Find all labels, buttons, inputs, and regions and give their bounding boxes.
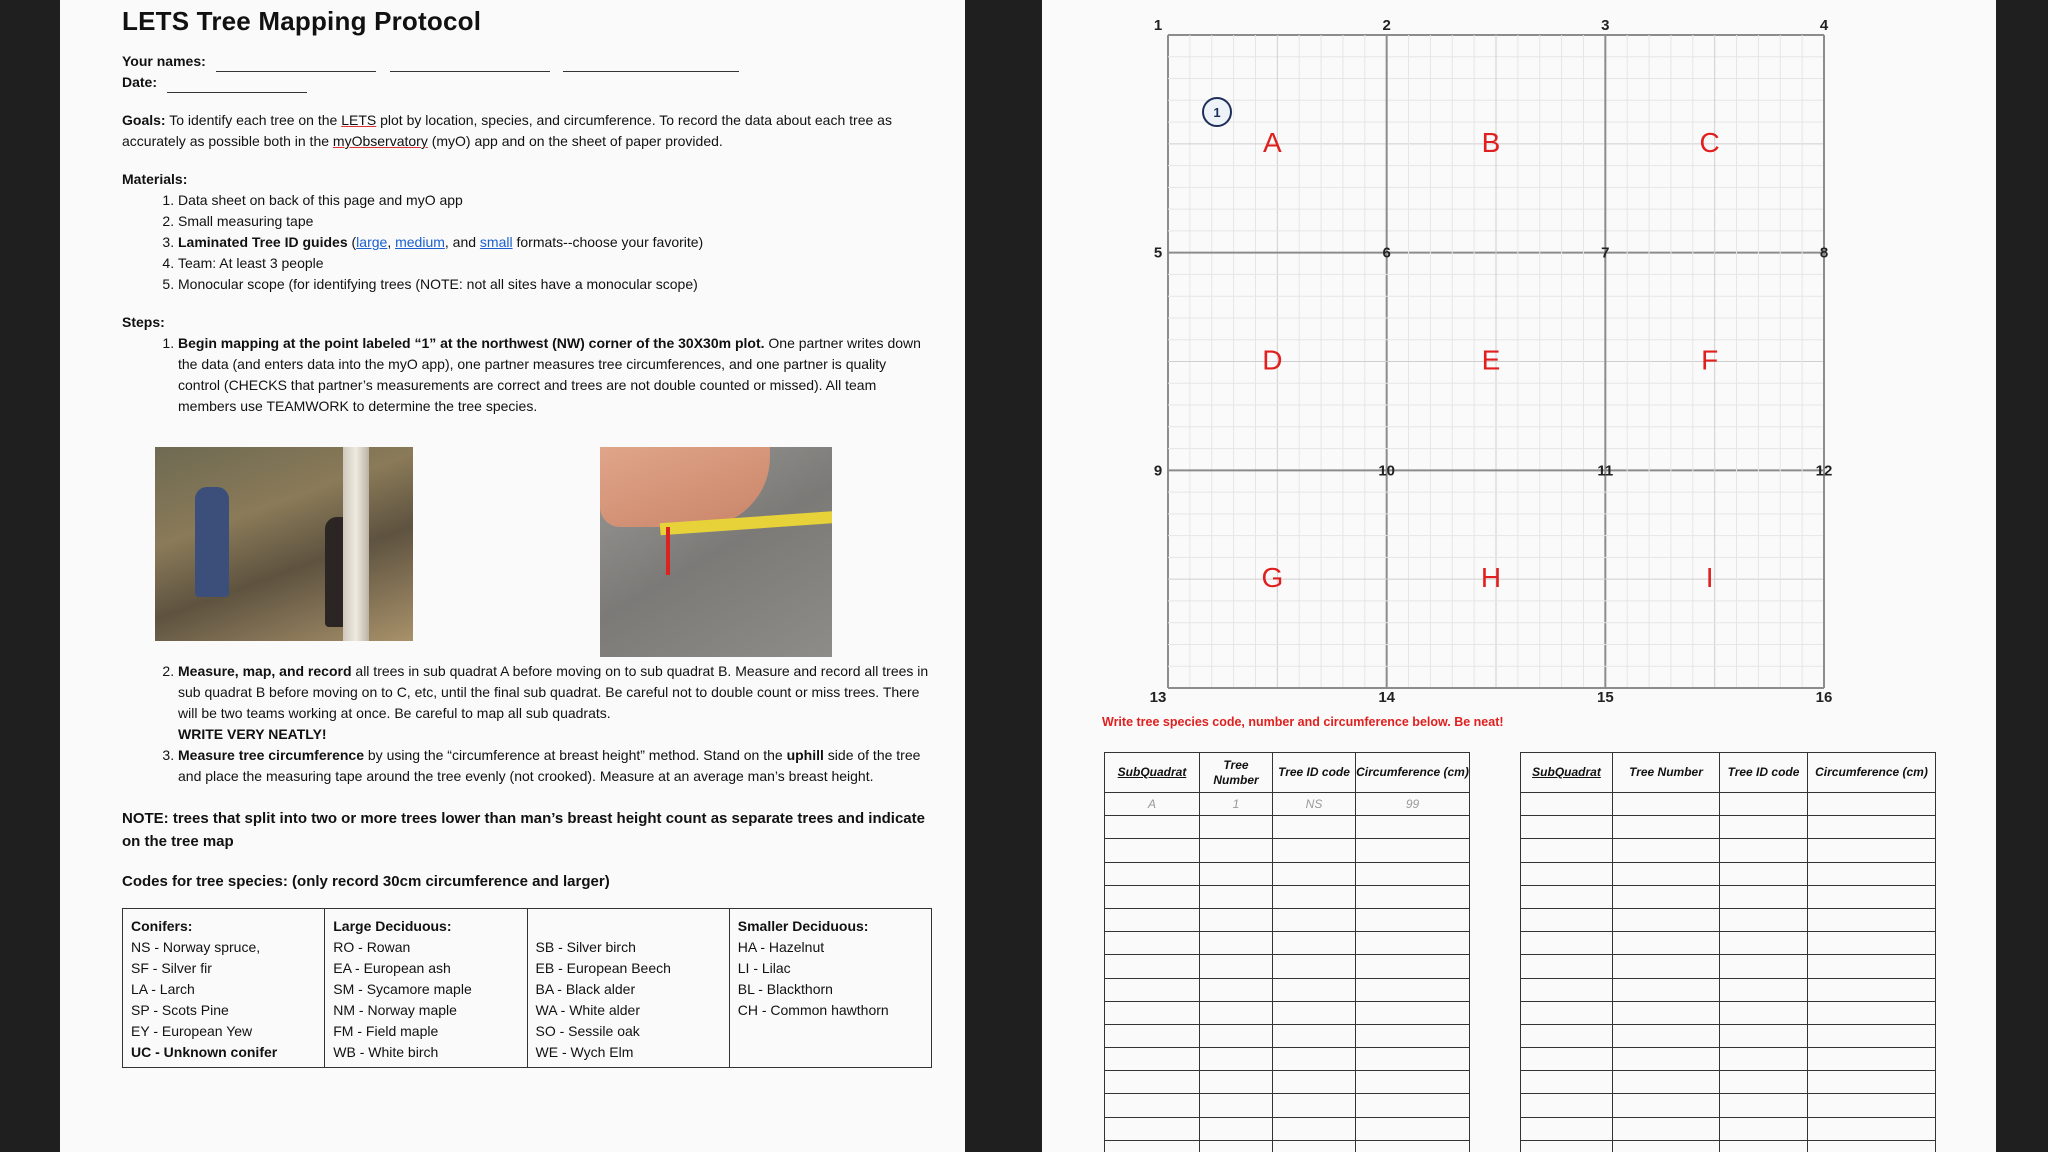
codes-col-conifers: Conifers: NS - Norway spruce, SF - Silver fir LA - Larch SP - Scots Pine EY - European Yew UC - Unknown conifer: [123, 909, 325, 1068]
table-cell[interactable]: [1273, 955, 1356, 978]
plot-map: [1042, 0, 1996, 710]
table-cell[interactable]: [1356, 1140, 1470, 1152]
list-item: 1. Data sheet on back of this page and myO app: [178, 190, 931, 211]
subquadrat-label: G: [1261, 562, 1284, 594]
name-date-fields: [122, 51, 931, 93]
table-cell[interactable]: [1273, 1117, 1356, 1140]
table-cell[interactable]: [1356, 1048, 1470, 1071]
table-cell[interactable]: [1808, 1048, 1936, 1071]
table-cell[interactable]: [1200, 1048, 1273, 1071]
table-cell[interactable]: [1720, 932, 1808, 955]
materials-section: [122, 169, 931, 295]
steps-continued: [122, 661, 931, 787]
table-cell[interactable]: [1200, 1001, 1273, 1024]
table-cell[interactable]: [1808, 1094, 1936, 1117]
step-1: 1. Begin mapping at the point labeled “1” at the northwest (NW) corner of the 30X30m plot. One partner writes down the data (and enters data into the myO app), one partner measures tree circumferences, and one partner is quality control (CHECKS that partner’s measurements are correct and trees are not double counted or missed). All team members use TEAMWORK to determine the tree species.: [178, 333, 931, 417]
corner-point-label: 3: [1601, 17, 1610, 34]
name-field-1[interactable]: [216, 58, 376, 72]
codes-col-large-deciduous: Large Deciduous: RO - Rowan EA - European ash SM - Sycamore maple NM - Norway maple FM - Field maple WB - White birch: [325, 909, 527, 1068]
table-cell[interactable]: [1105, 1117, 1200, 1140]
table-cell[interactable]: [1356, 839, 1470, 862]
list-item: 3. Laminated Tree ID guides (large, medium, and small formats--choose your favorite): [178, 232, 931, 253]
table-cell[interactable]: [1808, 978, 1936, 1001]
table-cell[interactable]: [1273, 885, 1356, 908]
table-cell[interactable]: [1200, 1094, 1273, 1117]
table-row[interactable]: [1521, 1024, 1936, 1047]
table-row[interactable]: [1105, 816, 1470, 839]
table-cell[interactable]: [1808, 955, 1936, 978]
table-row[interactable]: [1521, 955, 1936, 978]
table-cell[interactable]: [1356, 932, 1470, 955]
table-cell[interactable]: [1356, 955, 1470, 978]
table-cell[interactable]: [1200, 1117, 1273, 1140]
table-row[interactable]: [1521, 862, 1936, 885]
table-cell[interactable]: [1105, 885, 1200, 908]
corner-point-label: 16: [1815, 689, 1833, 706]
photo-team-in-forest: [155, 447, 413, 641]
table-cell[interactable]: [1808, 908, 1936, 931]
species-codes-table: [122, 908, 932, 1068]
table-cell[interactable]: [1273, 1071, 1356, 1094]
col-subquadrat: SubQuadrat: [1105, 753, 1200, 793]
table-cell[interactable]: [1273, 978, 1356, 1001]
name-field-3[interactable]: [563, 58, 739, 72]
table-row[interactable]: [1521, 1001, 1936, 1024]
table-cell[interactable]: [1720, 839, 1808, 862]
map-instruction: Write tree species code, number and circumference below. Be neat!: [1102, 715, 1504, 729]
name-field-2[interactable]: [390, 58, 550, 72]
table-cell[interactable]: [1273, 1140, 1356, 1152]
table-cell[interactable]: [1200, 816, 1273, 839]
corner-point-label: 4: [1819, 17, 1829, 34]
table-cell[interactable]: [1521, 816, 1613, 839]
col-tree-number: Tree Number: [1200, 753, 1273, 793]
subquadrat-label: I: [1705, 562, 1714, 594]
corner-point-label: 12: [1815, 462, 1833, 480]
table-row[interactable]: [1105, 1001, 1470, 1024]
table-cell[interactable]: [1521, 1024, 1613, 1047]
table-cell[interactable]: [1200, 932, 1273, 955]
subquadrat-label: F: [1701, 344, 1719, 376]
table-cell[interactable]: [1200, 1071, 1273, 1094]
table-cell[interactable]: [1808, 885, 1936, 908]
table-cell[interactable]: [1200, 1024, 1273, 1047]
table-cell[interactable]: [1613, 1024, 1720, 1047]
table-cell[interactable]: [1720, 978, 1808, 1001]
materials-heading: Materials:: [122, 171, 188, 187]
data-sheet-page: [1042, 0, 1996, 1152]
corner-point-label: 10: [1378, 462, 1396, 480]
table-cell[interactable]: [1521, 932, 1613, 955]
link-small[interactable]: small: [479, 234, 513, 250]
table-row[interactable]: [1521, 1094, 1936, 1117]
table-cell[interactable]: [1613, 885, 1720, 908]
table-cell[interactable]: [1273, 932, 1356, 955]
subquadrat-label: C: [1699, 126, 1720, 158]
table-cell[interactable]: [1273, 1024, 1356, 1047]
table-cell[interactable]: [1273, 1001, 1356, 1024]
table-cell[interactable]: [1200, 955, 1273, 978]
table-cell[interactable]: [1356, 862, 1470, 885]
table-row[interactable]: [1105, 978, 1470, 1001]
table-cell[interactable]: [1273, 839, 1356, 862]
table-cell[interactable]: [1720, 1140, 1808, 1152]
table-cell[interactable]: [1613, 1001, 1720, 1024]
table-cell[interactable]: [1105, 1001, 1200, 1024]
table-row[interactable]: [1521, 1140, 1936, 1152]
col-circumference: Circumference (cm): [1356, 753, 1470, 793]
table-cell[interactable]: [1613, 862, 1720, 885]
table-cell[interactable]: [1808, 932, 1936, 955]
table-cell[interactable]: [1356, 1094, 1470, 1117]
list-item: 4. Team: At least 3 people: [178, 253, 931, 274]
table-cell[interactable]: [1613, 1140, 1720, 1152]
table-cell[interactable]: [1720, 1071, 1808, 1094]
table-cell[interactable]: [1200, 978, 1273, 1001]
table-cell[interactable]: [1105, 1140, 1200, 1152]
table-cell[interactable]: [1613, 908, 1720, 931]
data-table-right: [1520, 752, 1936, 1152]
step-2: 2. Measure, map, and record all trees in sub quadrat A before moving on to sub quadrat B. Measure and record all trees in sub quadrat B before moving on to C, etc, until the final sub quadrat. Be careful not to double count or miss trees. There will be two teams working at once. Be careful to map all sub quadrats. WRITE VERY NEATLY!: [178, 661, 931, 745]
list-item: 5. Monocular scope (for identifying trees (NOTE: not all sites have a monocular scope): [178, 274, 931, 295]
photo-measuring-tape: [600, 447, 832, 657]
corner-point-label: 9: [1153, 462, 1163, 480]
link-medium[interactable]: medium: [395, 234, 445, 250]
steps-section: [122, 312, 931, 417]
table-cell[interactable]: [1808, 816, 1936, 839]
example-row: A 1 NS 99: [1105, 793, 1470, 816]
subquadrat-label: B: [1481, 126, 1501, 158]
table-cell[interactable]: [1613, 1048, 1720, 1071]
table-cell[interactable]: [1613, 955, 1720, 978]
table-cell[interactable]: [1521, 885, 1613, 908]
table-cell[interactable]: [1200, 908, 1273, 931]
table-cell[interactable]: [1613, 1094, 1720, 1117]
col-tree-id: Tree ID code: [1273, 753, 1356, 793]
species-codes-heading: Codes for tree species: (only record 30cm circumference and larger): [122, 873, 610, 890]
table-row[interactable]: [1105, 908, 1470, 931]
table-row[interactable]: [1105, 1024, 1470, 1047]
table-cell[interactable]: [1105, 1094, 1200, 1117]
table-row[interactable]: [1105, 1071, 1470, 1094]
table-cell[interactable]: [1720, 862, 1808, 885]
corner-point-label: 7: [1601, 244, 1610, 262]
col-circumference: Circumference (cm): [1808, 753, 1936, 793]
start-marker-label: 1: [1213, 105, 1221, 120]
table-cell[interactable]: [1105, 908, 1200, 931]
table-cell[interactable]: [1808, 1071, 1936, 1094]
goals-paragraph: Goals: To identify each tree on the LETS plot by location, species, and circumference. To record the data about each tree as accurately as possible both in the myObservatory (myO) app and on the sheet of paper provided.: [122, 112, 892, 149]
table-cell[interactable]: [1356, 978, 1470, 1001]
table-cell[interactable]: [1720, 1048, 1808, 1071]
subquadrat-label: A: [1262, 126, 1282, 158]
table-cell[interactable]: [1105, 839, 1200, 862]
names-row: [122, 51, 931, 72]
date-field[interactable]: [167, 79, 307, 93]
table-cell[interactable]: [1808, 839, 1936, 862]
table-row[interactable]: [1521, 1048, 1936, 1071]
table-cell[interactable]: [1808, 862, 1936, 885]
corner-point-label: 14: [1378, 689, 1396, 706]
table-row[interactable]: [1105, 839, 1470, 862]
table-cell[interactable]: [1105, 932, 1200, 955]
codes-col-smaller-deciduous: Smaller Deciduous: HA - Hazelnut LI - Lilac BL - Blackthorn CH - Common hawthorn: [729, 909, 931, 1068]
table-cell[interactable]: [1356, 908, 1470, 931]
subquadrat-label: H: [1480, 562, 1502, 594]
table-cell[interactable]: [1105, 1071, 1200, 1094]
table-row[interactable]: [1105, 1048, 1470, 1071]
table-row[interactable]: [1105, 1094, 1470, 1117]
table-row[interactable]: [1105, 862, 1470, 885]
table-cell[interactable]: [1613, 1117, 1720, 1140]
corner-point-label: 11: [1597, 462, 1614, 480]
table-cell[interactable]: [1808, 1140, 1936, 1152]
photos: [122, 433, 931, 659]
table-cell[interactable]: [1720, 908, 1808, 931]
col-tree-id: Tree ID code: [1720, 753, 1808, 793]
table-cell[interactable]: [1356, 1001, 1470, 1024]
table-cell[interactable]: [1200, 862, 1273, 885]
table-cell[interactable]: [1200, 839, 1273, 862]
subquadrat-label: D: [1262, 344, 1283, 376]
note-split-trees: NOTE: trees that split into two or more trees lower than man’s breast height count as separate trees and indicate on the tree map: [122, 810, 925, 850]
table-cell[interactable]: [1521, 1048, 1613, 1071]
table-cell[interactable]: [1720, 885, 1808, 908]
table-cell[interactable]: [1613, 932, 1720, 955]
table-row[interactable]: [1521, 978, 1936, 1001]
table-cell[interactable]: [1808, 1024, 1936, 1047]
corner-point-label: 6: [1382, 244, 1391, 262]
corner-point-label: 5: [1153, 244, 1163, 262]
table-cell[interactable]: [1273, 1048, 1356, 1071]
corner-point-label: 2: [1382, 17, 1391, 34]
table-row[interactable]: [1521, 816, 1936, 839]
table-cell[interactable]: [1613, 978, 1720, 1001]
table-cell[interactable]: [1200, 885, 1273, 908]
corner-point-label: 1: [1153, 17, 1163, 34]
table-cell[interactable]: [1613, 1071, 1720, 1094]
table-cell[interactable]: [1720, 1024, 1808, 1047]
codes-col-large-deciduous-2: SB - Silver birch EB - European Beech BA - Black alder WA - White alder SO - Sessile oak WE - Wych Elm: [527, 909, 729, 1068]
col-subquadrat: SubQuadrat: [1521, 753, 1613, 793]
table-cell[interactable]: [1273, 862, 1356, 885]
table-cell[interactable]: [1521, 862, 1613, 885]
table-cell[interactable]: [1273, 1094, 1356, 1117]
table-cell[interactable]: [1356, 1071, 1470, 1094]
table-row[interactable]: [1105, 955, 1470, 978]
protocol-page: [60, 0, 965, 1152]
table-cell[interactable]: [1105, 862, 1200, 885]
table-row[interactable]: [1105, 1140, 1470, 1152]
table-cell[interactable]: [1356, 816, 1470, 839]
table-cell[interactable]: [1105, 978, 1200, 1001]
date-row: [122, 72, 931, 93]
table-cell[interactable]: [1720, 955, 1808, 978]
table-cell[interactable]: [1808, 1117, 1936, 1140]
table-cell[interactable]: [1521, 1117, 1613, 1140]
table-cell[interactable]: [1521, 955, 1613, 978]
table-row[interactable]: [1521, 839, 1936, 862]
page-title: LETS Tree Mapping Protocol: [122, 6, 482, 36]
table-cell[interactable]: [1273, 816, 1356, 839]
table-cell[interactable]: [1720, 1094, 1808, 1117]
corner-point-label: 13: [1149, 689, 1167, 706]
table-cell[interactable]: [1105, 1048, 1200, 1071]
step-3: 3. Measure tree circumference by using the “circumference at breast height” method. Stand on the uphill side of the tree and place the measuring tape around the tree evenly (not crooked). Measure at an average man’s breast height.: [178, 745, 931, 787]
table-row[interactable]: [1521, 908, 1936, 931]
table-row[interactable]: [1105, 932, 1470, 955]
table-cell[interactable]: [1356, 1117, 1470, 1140]
steps-heading: Steps:: [122, 314, 165, 330]
table-cell[interactable]: [1273, 908, 1356, 931]
table-row[interactable]: [1521, 885, 1936, 908]
table-cell[interactable]: [1808, 1001, 1936, 1024]
table-cell[interactable]: [1521, 839, 1613, 862]
list-item: 2. Small measuring tape: [178, 211, 931, 232]
data-table-left: [1104, 752, 1470, 1152]
corner-point-label: 8: [1819, 244, 1829, 262]
table-row[interactable]: [1521, 1071, 1936, 1094]
subquadrat-label: E: [1481, 344, 1501, 376]
table-cell[interactable]: [1356, 1024, 1470, 1047]
table-cell[interactable]: [1105, 1024, 1200, 1047]
table-cell[interactable]: [1521, 1140, 1613, 1152]
table-row[interactable]: [1105, 1117, 1470, 1140]
table-row[interactable]: [1521, 932, 1936, 955]
table-cell[interactable]: [1521, 978, 1613, 1001]
corner-point-label: 15: [1596, 689, 1614, 706]
table-cell[interactable]: [1105, 955, 1200, 978]
table-cell[interactable]: [1521, 908, 1613, 931]
names-label: Your names:: [122, 53, 206, 69]
table-cell[interactable]: [1105, 816, 1200, 839]
table-row[interactable]: [1521, 793, 1936, 816]
table-cell[interactable]: [1521, 1071, 1613, 1094]
table-cell[interactable]: [1720, 1117, 1808, 1140]
link-large[interactable]: large: [356, 234, 388, 250]
table-cell[interactable]: [1613, 839, 1720, 862]
table-cell[interactable]: [1613, 816, 1720, 839]
col-tree-number: Tree Number: [1613, 753, 1720, 793]
table-cell[interactable]: [1521, 1001, 1613, 1024]
table-cell[interactable]: [1356, 885, 1470, 908]
table-cell[interactable]: [1200, 1140, 1273, 1152]
table-row[interactable]: [1105, 885, 1470, 908]
date-label: Date:: [122, 74, 158, 90]
table-cell[interactable]: [1521, 1094, 1613, 1117]
table-row[interactable]: [1521, 1117, 1936, 1140]
table-cell[interactable]: [1720, 816, 1808, 839]
table-cell[interactable]: [1720, 1001, 1808, 1024]
